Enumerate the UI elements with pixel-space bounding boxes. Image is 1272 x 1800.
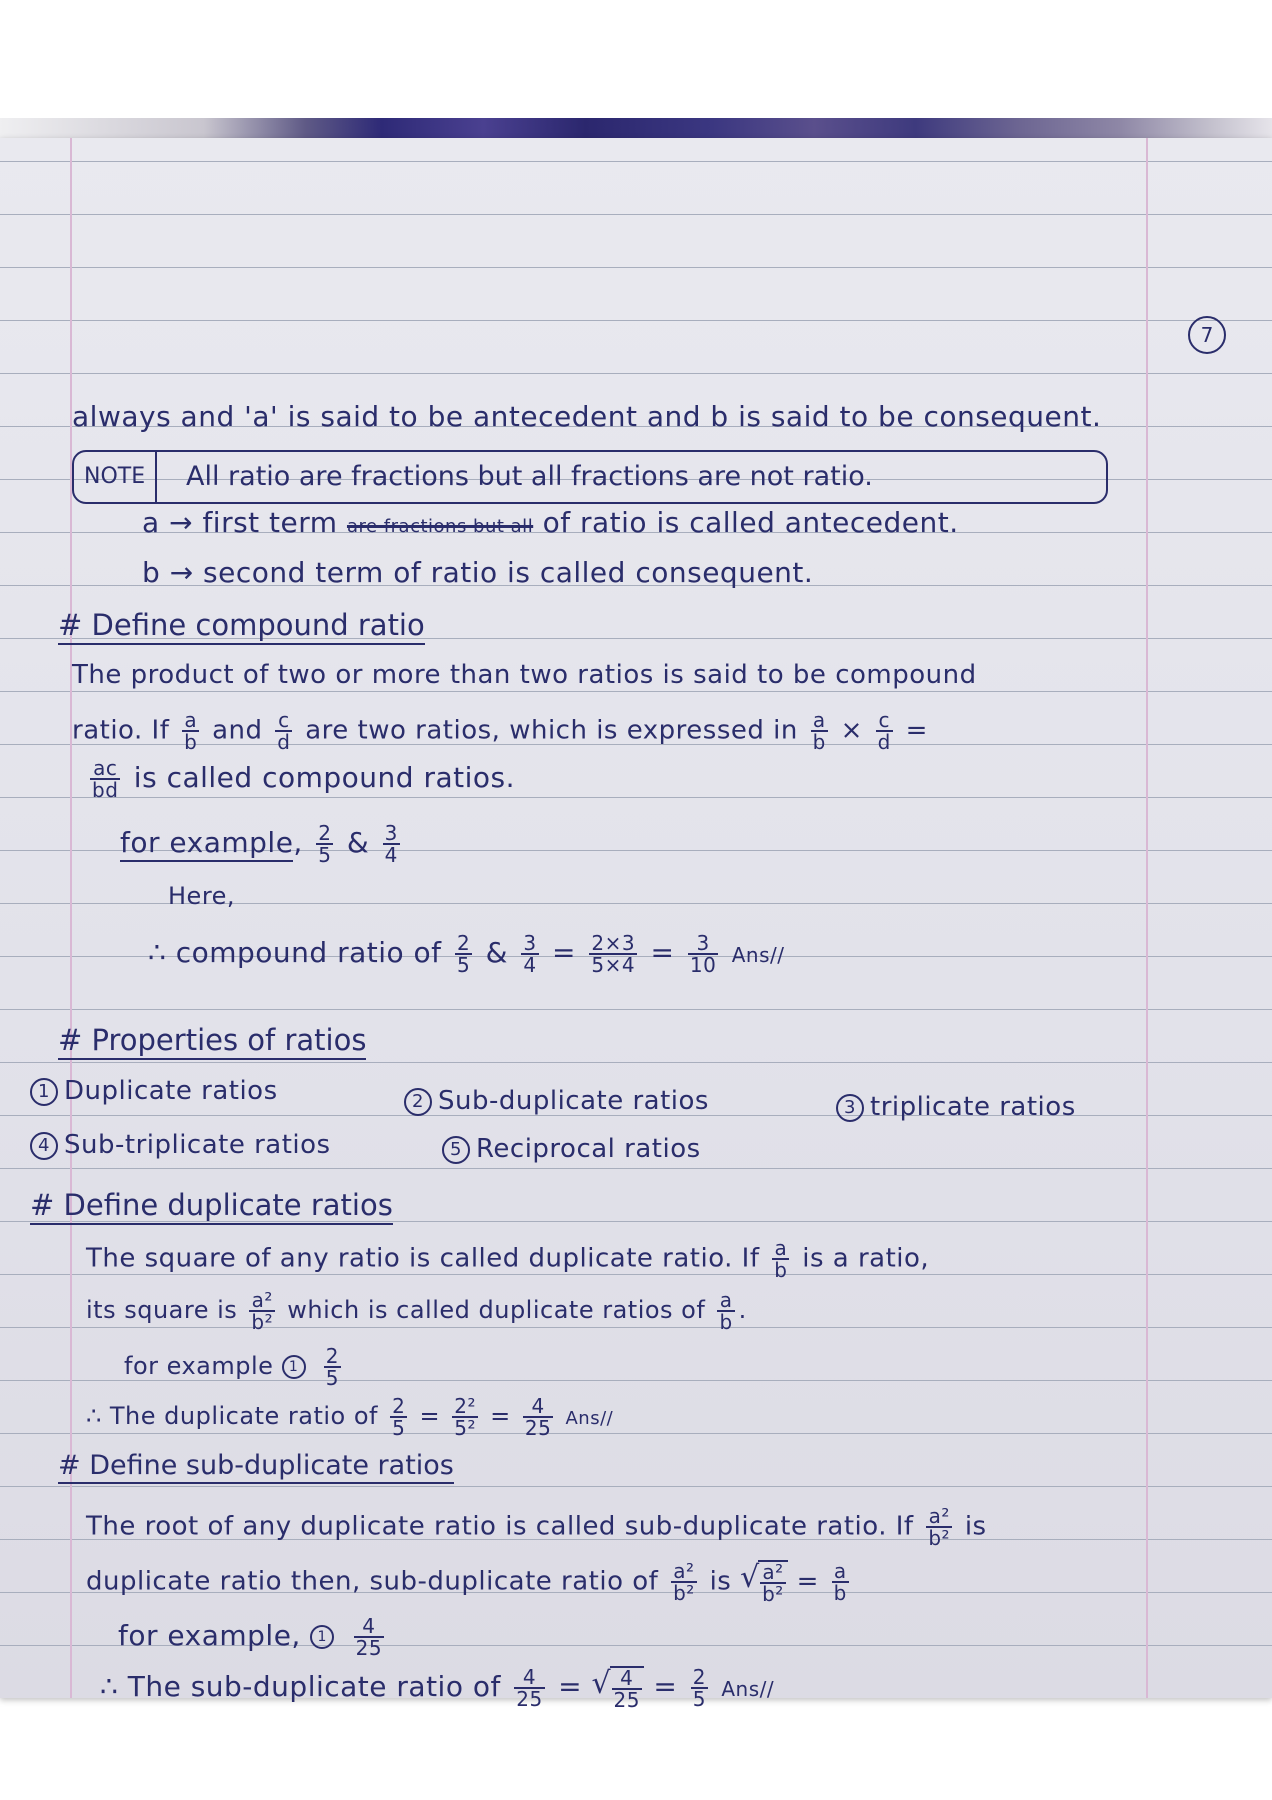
compound-def-line1: The product of two or more than two ratios is said to be compound — [72, 660, 977, 690]
sqrt-4-25: √ $\frac{4}{25}$ — [610, 1666, 644, 1710]
fraction-a-b: $\frac{a}{b}$ — [833, 1559, 847, 1605]
intro-line: always and 'a' is said to be antecedent and b is said to be consequent. — [72, 400, 1102, 433]
fraction-2sq-5sq: $\frac{\text{2²}}{\text{5²}}$ — [454, 1394, 476, 1440]
fraction-c-d: $\frac{c}{d}$ — [877, 708, 891, 754]
heading-compound-ratio: # Define compound ratio — [58, 608, 425, 642]
heading-properties: # Properties of ratios — [58, 1023, 366, 1057]
property-item-4: 4 Sub-triplicate ratios — [30, 1130, 331, 1160]
compound-result-line: ∴ compound ratio of $\frac{2}{5}$ & $\frac{3}{4}$ = $\frac{2\times 3}{5\times 4}$ = $\frac{3}{10}$ Ans// — [148, 931, 785, 977]
antecedent-line — [142, 506, 959, 539]
note-box — [72, 450, 1108, 504]
b-symbol: b — [142, 556, 161, 589]
property-item-3: 3 triplicate ratios — [836, 1092, 1076, 1122]
fraction-a-b: $\frac{a}{b}$ — [184, 708, 198, 754]
property-item-2: 2 Sub-duplicate ratios — [404, 1086, 709, 1116]
sqrt-a2-b2: √ $\frac{\text{a²}}{\text{b²}}$ — [758, 1560, 788, 1604]
fraction-a2-b2: $\frac{\text{a²}}{\text{b²}}$ — [928, 1504, 951, 1550]
a-symbol: a — [142, 506, 160, 539]
compound-example-line: for example, $\frac{2}{5}$ & $\frac{3}{4}$ — [120, 821, 398, 867]
compound-def-line3: $\frac{ac}{bd}$ is called compound ratios. — [92, 756, 515, 802]
fraction-3-4: $\frac{3}{4}$ — [523, 931, 537, 977]
fraction-ac-bd: $\frac{ac}{bd}$ — [92, 756, 119, 802]
consequent-line — [142, 556, 813, 589]
fraction-calc: $\frac{2\times 3}{5\times 4}$ — [591, 931, 636, 977]
fraction-2-5: $\frac{2}{5}$ — [692, 1665, 706, 1711]
fraction-a-b: $\frac{a}{b}$ — [719, 1288, 733, 1334]
fraction-a-b: $\frac{a}{b}$ — [812, 708, 826, 754]
sub-duplicate-def-line1: The root of any duplicate ratio is called sub-duplicate ratio. If $\frac{\text{a²}}{\text{b²}}$ is — [86, 1504, 987, 1550]
duplicate-example-line: for example 1 $\frac{2}{5}$ — [124, 1344, 339, 1390]
heading-sub-duplicate-ratios: # Define sub-duplicate ratios — [58, 1450, 454, 1481]
consequent-text: → second term of ratio is called consequent. — [169, 556, 814, 589]
duplicate-def-line2: its square is $\frac{\text{a²}}{\text{b²}}$ which is called duplicate ratios of $\frac{a}{b}$ . — [86, 1288, 747, 1334]
fraction-2-5: $\frac{2}{5}$ — [456, 931, 471, 977]
fraction-3-4: $\frac{3}{4}$ — [384, 821, 398, 867]
fraction-3-10: $\frac{3}{10}$ — [689, 931, 717, 977]
struck-text: are fractions but all — [346, 516, 534, 537]
fraction-4-25: $\frac{4}{25}$ — [355, 1614, 383, 1660]
sub-duplicate-example-line: for example, 1 $\frac{4}{25}$ — [118, 1614, 383, 1660]
page-number: 7 — [1188, 316, 1226, 354]
property-item-1: 1 Duplicate ratios — [30, 1076, 278, 1106]
sub-duplicate-result-line: ∴ The sub-duplicate ratio of $\frac{4}{25}$ = √ $\frac{4}{25}$ = $\frac{2}{5}$ Ans// — [100, 1666, 774, 1710]
fraction-4-25: $\frac{4}{25}$ — [516, 1665, 543, 1711]
answer-mark: Ans// — [721, 1677, 775, 1701]
note-text: All ratio are fractions but all fractions are not ratio. — [186, 461, 873, 492]
note-label: NOTE — [74, 452, 157, 502]
fraction-2-5: $\frac{2}{5}$ — [392, 1394, 406, 1440]
property-item-5: 5 Reciprocal ratios — [442, 1134, 701, 1164]
answer-mark: Ans// — [731, 943, 785, 967]
duplicate-result-line: ∴ The duplicate ratio of $\frac{2}{5}$ = $\frac{\text{2²}}{\text{5²}}$ = $\frac{4}{25}$ Ans// — [86, 1394, 614, 1440]
antecedent-pre: → first term — [169, 506, 338, 539]
fraction-2-5: $\frac{2}{5}$ — [325, 1344, 339, 1390]
antecedent-post: of ratio is called antecedent. — [542, 506, 959, 539]
sub-duplicate-def-line2: duplicate ratio then, sub-duplicate ratio of $\frac{\text{a²}}{\text{b²}}$ is √ $\frac{\text{a²}}{\text{b²}}$ = $\frac{a}{b}$ — [86, 1560, 853, 1604]
fraction-a-b: $\frac{a}{b}$ — [774, 1236, 788, 1282]
compound-def-line2: ratio. If $\frac{a}{b}$ and $\frac{c}{d}$ are two ratios, which is expressed in $\frac{a}{b}$ × $\frac{c}{d}$ = — [72, 708, 928, 754]
here-label: Here, — [168, 882, 236, 910]
fraction-4-25: $\frac{4}{25}$ — [524, 1394, 552, 1440]
fraction-2-5: $\frac{2}{5}$ — [318, 821, 332, 867]
notebook-page — [0, 138, 1272, 1712]
duplicate-def-line1: The square of any ratio is called duplicate ratio. If $\frac{a}{b}$ is a ratio, — [86, 1236, 930, 1282]
fraction-a2-b2: $\frac{\text{a²}}{\text{b²}}$ — [251, 1288, 274, 1334]
fraction-a2-b2: $\frac{\text{a²}}{\text{b²}}$ — [673, 1559, 695, 1605]
answer-mark: Ans// — [565, 1408, 614, 1429]
fraction-c-d: $\frac{c}{d}$ — [277, 708, 291, 754]
heading-duplicate-ratios: # Define duplicate ratios — [30, 1188, 393, 1222]
